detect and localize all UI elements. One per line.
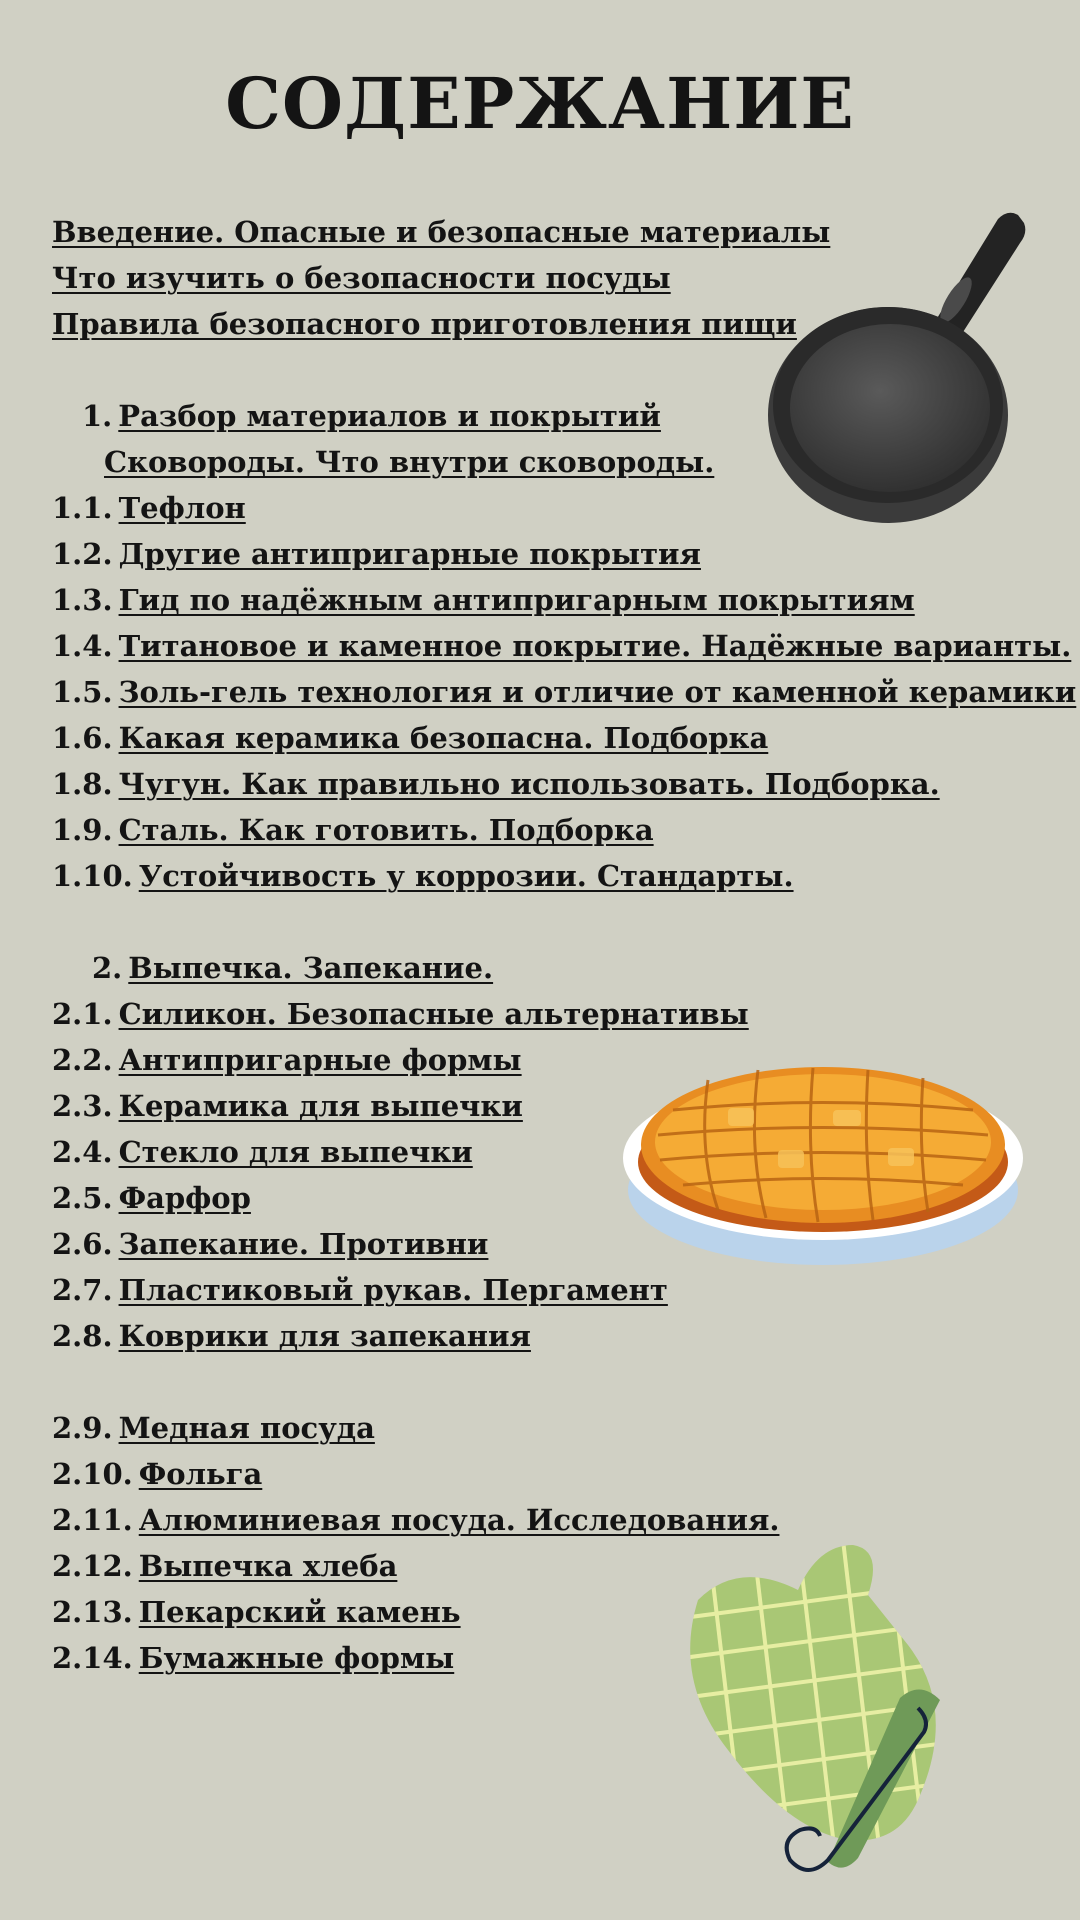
toc-link[interactable]: Чугун. Как правильно использовать. Подборка. [118, 767, 940, 801]
item-number: 1.3. [52, 583, 113, 617]
toc-link[interactable]: Что изучить о безопасности посуды [52, 261, 671, 295]
item-number: 1.8. [52, 767, 113, 801]
toc-item-rules [52, 304, 797, 344]
toc-link[interactable]: Стекло для выпечки [118, 1135, 473, 1169]
toc-link[interactable]: Силикон. Безопасные альтернативы [118, 997, 749, 1031]
frying-pan-icon [760, 205, 1035, 530]
item-number: 2.8. [52, 1319, 113, 1353]
toc-item [52, 1592, 461, 1632]
page-title: СОДЕРЖАНИЕ [225, 62, 855, 145]
item-number: 2.14. [52, 1641, 133, 1675]
toc-item [52, 672, 1076, 712]
toc-link[interactable]: Титановое и каменное покрытие. Надёжные варианты. [118, 629, 1072, 663]
toc-link[interactable]: Какая керамика безопасна. Подборка [118, 721, 769, 755]
toc-item [52, 994, 749, 1034]
item-number: 2.5. [52, 1181, 113, 1215]
item-number: 2.1. [52, 997, 113, 1031]
toc-item [52, 1454, 262, 1494]
toc-link[interactable]: Выпечка хлеба [138, 1549, 398, 1583]
toc-link[interactable]: Сковороды. Что внутри сковороды. [104, 445, 715, 479]
toc-link[interactable]: Запекание. Противни [118, 1227, 489, 1261]
toc-item-intro [52, 212, 830, 252]
toc-link[interactable]: Антипригарные формы [118, 1043, 522, 1077]
item-number: 2.9. [52, 1411, 113, 1445]
toc-item [52, 764, 940, 804]
toc-link[interactable]: Сталь. Как готовить. Подборка [118, 813, 654, 847]
section-1-heading [82, 396, 661, 436]
toc-link[interactable]: Гид по надёжным антипригарным покрытиям [118, 583, 915, 617]
toc-link[interactable]: Фарфор [118, 1181, 251, 1215]
item-number: 2.12. [52, 1549, 133, 1583]
toc-item [52, 626, 1071, 666]
toc-item [52, 1178, 251, 1218]
toc-item [52, 856, 794, 896]
toc-link[interactable]: Тефлон [118, 491, 246, 525]
toc-item [52, 1270, 668, 1310]
item-number: 1.10. [52, 859, 133, 893]
toc-item [52, 1040, 522, 1080]
toc-link[interactable]: Пекарский камень [138, 1595, 461, 1629]
toc-link[interactable]: Устойчивость у коррозии. Стандарты. [138, 859, 794, 893]
toc-link[interactable]: Правила безопасного приготовления пищи [52, 307, 797, 341]
toc-link[interactable]: Медная посуда [118, 1411, 375, 1445]
toc-item-safety [52, 258, 671, 298]
section-number: 2. [92, 951, 123, 985]
toc-item [52, 1224, 488, 1264]
item-number: 2.11. [52, 1503, 133, 1537]
toc-link[interactable]: Другие антипригарные покрытия [118, 537, 701, 571]
item-number: 2.2. [52, 1043, 113, 1077]
toc-link[interactable]: Золь-гель технология и отличие от каменной керамики [118, 675, 1077, 709]
toc-link[interactable]: Коврики для запекания [118, 1319, 531, 1353]
pie-icon [618, 1040, 1028, 1275]
toc-link[interactable]: Бумажные формы [138, 1641, 455, 1675]
toc-link[interactable]: Выпечка. Запекание. [128, 951, 494, 985]
item-number: 2.10. [52, 1457, 133, 1491]
section-2-heading [92, 948, 493, 988]
item-number: 1.5. [52, 675, 113, 709]
toc-item [52, 1408, 375, 1448]
toc-item [52, 718, 768, 758]
toc-item [52, 1132, 473, 1172]
item-number: 2.6. [52, 1227, 113, 1261]
toc-item [52, 1546, 397, 1586]
toc-item [52, 534, 701, 574]
toc-item [52, 488, 246, 528]
item-number: 1.4. [52, 629, 113, 663]
item-number: 2.13. [52, 1595, 133, 1629]
toc-item [52, 1086, 523, 1126]
item-number: 2.3. [52, 1089, 113, 1123]
toc-link[interactable]: Разбор материалов и покрытий [118, 399, 661, 433]
item-number: 1.9. [52, 813, 113, 847]
oven-mitt-icon [668, 1540, 1003, 1880]
toc-item [52, 1316, 531, 1356]
toc-link[interactable]: Фольга [138, 1457, 263, 1491]
toc-link[interactable]: Пластиковый рукав. Пергамент [118, 1273, 668, 1307]
section-1-subtitle [104, 442, 714, 482]
toc-item [52, 1500, 779, 1540]
toc-item [52, 580, 915, 620]
item-number: 1.1. [52, 491, 113, 525]
item-number: 2.4. [52, 1135, 113, 1169]
item-number: 1.6. [52, 721, 113, 755]
item-number: 1.2. [52, 537, 113, 571]
item-number: 2.7. [52, 1273, 113, 1307]
toc-item [52, 1638, 454, 1678]
toc-link[interactable]: Керамика для выпечки [118, 1089, 523, 1123]
toc-item [52, 810, 654, 850]
toc-link[interactable]: Введение. Опасные и безопасные материалы [52, 215, 831, 249]
section-number: 1. [82, 399, 113, 433]
toc-link[interactable]: Алюминиевая посуда. Исследования. [138, 1503, 780, 1537]
